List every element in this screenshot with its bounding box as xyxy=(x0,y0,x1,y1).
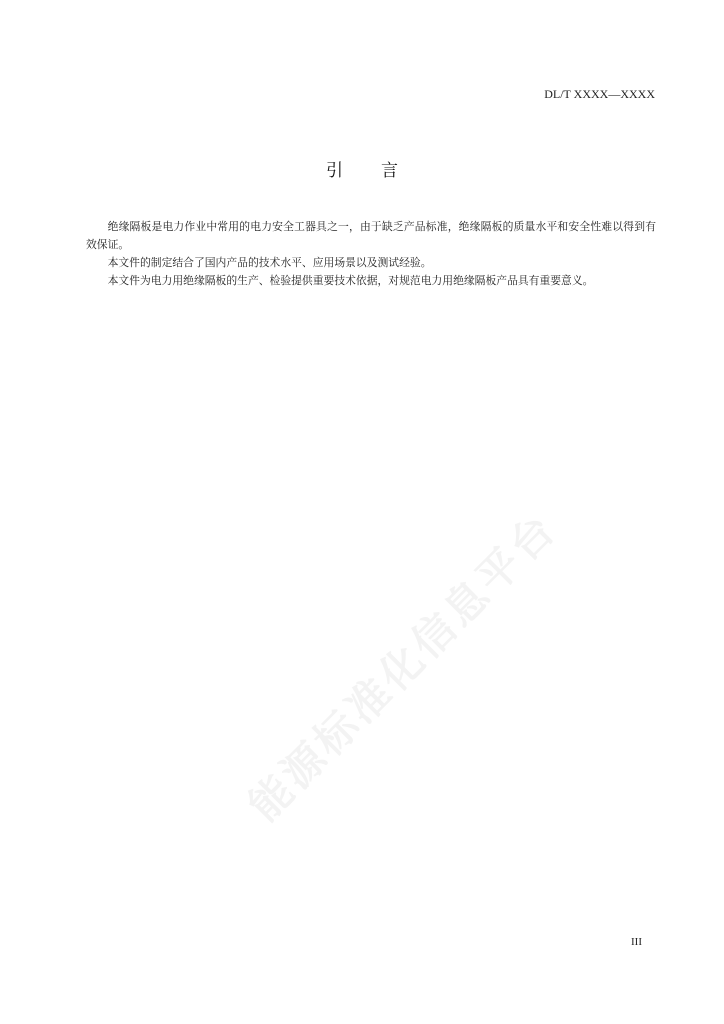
paragraph: 本文件的制定结合了国内产品的技术水平、应用场景以及测试经验。 xyxy=(107,256,432,269)
document-code: DL/T XXXX—XXXX xyxy=(544,87,655,101)
paragraph: 本文件为电力用绝缘隔板的生产、检验提供重要技术依据，对规范电力用绝缘隔板产品具有重要意义。 xyxy=(107,274,594,287)
section-title-part-1: 引 xyxy=(326,161,343,181)
paragraph: 绝缘隔板是电力作业中常用的电力安全工器具之一，由于缺乏产品标准，绝缘隔板的质量水平和安全性难以得到有效保证。 xyxy=(86,220,656,251)
watermark: 能源标准化信息平台 xyxy=(239,503,567,831)
page-number: III xyxy=(631,936,642,948)
section-title-part-2: 言 xyxy=(381,161,398,181)
introduction-body xyxy=(86,218,656,290)
section-title xyxy=(0,156,724,181)
